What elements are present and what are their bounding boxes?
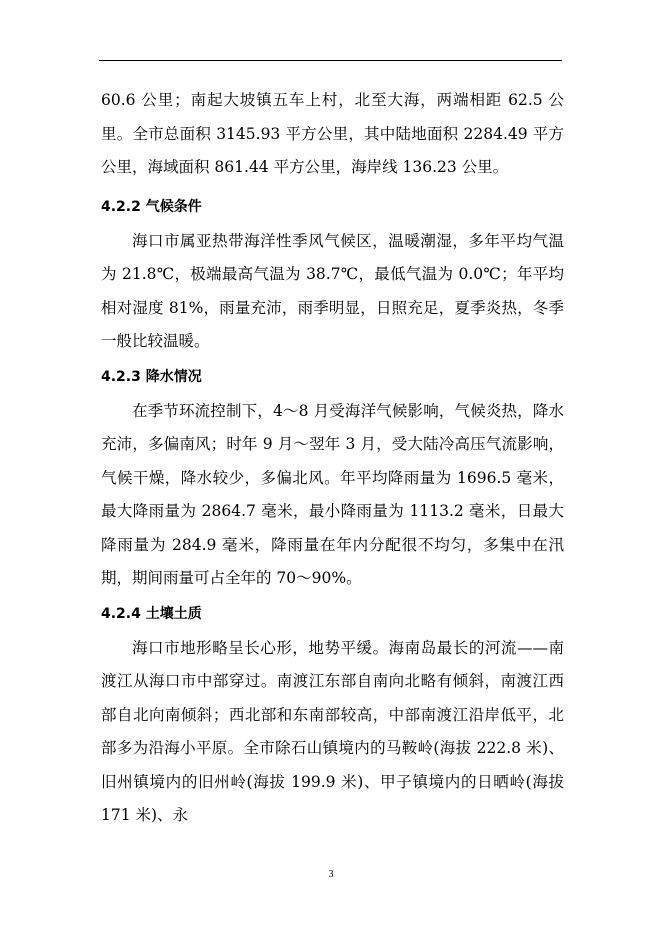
page-number: 3 <box>328 869 334 880</box>
section-heading-precipitation: 4.2.3 降水情况 <box>101 368 202 385</box>
header-rule <box>99 60 562 61</box>
document-body <box>101 84 564 833</box>
paragraph-continued-area: 60.6 公里；南起大坡镇五车上村，北至大海，两端相距 62.5 公里。全市总面积 3145.93 平方公里，其中陆地面积 2284.49 平方公里，海域面积 861.44 平方公里，海岸线 136.23 公里。 <box>101 91 564 176</box>
paragraph-soil: 海口市地形略呈长心形，地势平缓。海南岛最长的河流——南渡江从海口市中部穿过。南渡江东部自南向北略有倾斜，南渡江西部自北向南倾斜；西北部和东南部较高，中部南渡江沿岸低平，北部多为沿海小平原。全市除石山镇境内的马鞍岭(海拔 222.8 米)、旧州镇境内的旧州岭(海拔 199.9 米)、甲子镇境内的日晒岭(海拔 171 米)、永 <box>101 638 564 824</box>
section-heading-soil: 4.2.4 土壤土质 <box>101 605 202 622</box>
paragraph-precipitation: 在季节环流控制下，4～8 月受海洋气候影响，气候炎热，降水充沛，多偏南风；时年 9 月～翌年 3 月，受大陆冷高压气流影响，气候干燥，降水较少，多偏北风。年平均降雨量为 1696.5 毫米，最大降雨量为 2864.7 毫米，最小降雨量为 1113.2 毫米，日最大降雨量为 284.9 毫米，降雨量在年内分配很不均匀，多集中在汛期，期间雨量可占全年的 70～90%。 <box>101 401 564 587</box>
section-heading-climate: 4.2.2 气候条件 <box>101 198 202 215</box>
paragraph-climate: 海口市属亚热带海洋性季风气候区，温暖潮湿，多年平均气温为 21.8℃，极端最高气温为 38.7℃，最低气温为 0.0℃；年平均相对湿度 81%，雨量充沛，雨季明显，日照充足，夏季炎热，冬季一般比较温暖。 <box>101 231 564 350</box>
